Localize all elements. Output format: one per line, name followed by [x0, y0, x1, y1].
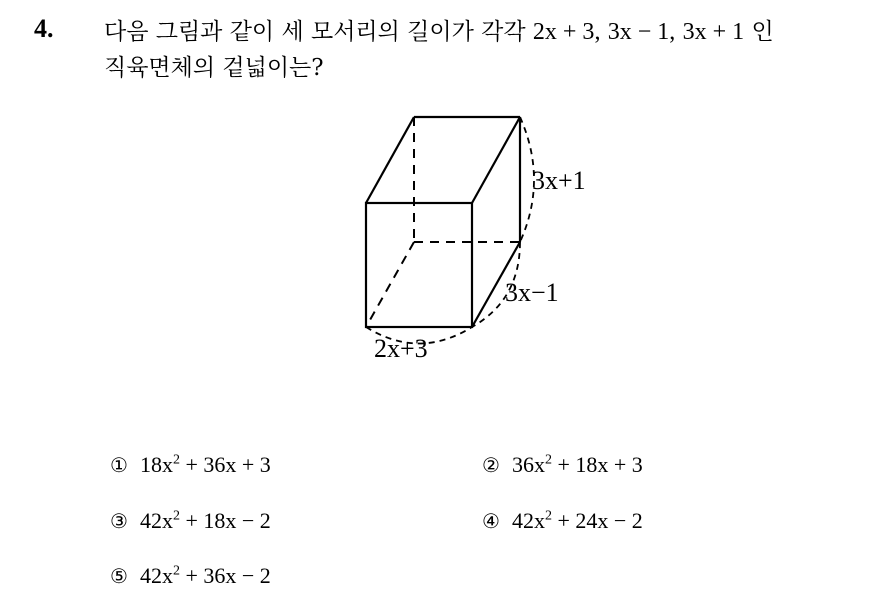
exponent: 2: [172, 563, 180, 579]
exponent: 2: [544, 452, 552, 468]
choice-rest: + 18x − 2: [179, 508, 271, 533]
edge-length-3: 3x + 1: [682, 19, 745, 45]
comma: ,: [669, 19, 676, 45]
choice-mark: ②: [482, 453, 500, 477]
cuboid-edge: [472, 117, 520, 203]
dimension-arcs: [366, 117, 534, 344]
choice-rest: + 36x − 2: [179, 563, 271, 588]
cuboid-edge: [366, 117, 414, 203]
edge-length-1: 2x + 3: [532, 19, 595, 45]
cuboid-hidden-edges: [366, 117, 520, 327]
question-suffix: 인: [751, 19, 774, 45]
choice-4[interactable]: [482, 508, 643, 534]
choice-term: 42x: [139, 508, 173, 533]
choice-rest: + 18x + 3: [551, 452, 643, 477]
label-width: 2x+3: [374, 334, 428, 363]
choice-term: 36x: [511, 452, 545, 477]
edge-length-2: 3x − 1: [607, 19, 670, 45]
choice-mark: ①: [110, 453, 128, 477]
choice-2[interactable]: [482, 452, 643, 478]
exponent: 2: [172, 452, 180, 468]
choice-term: 42x: [511, 508, 545, 533]
cuboid-hidden-edge: [366, 242, 414, 327]
choice-term: 18x: [139, 452, 173, 477]
choice-mark: ④: [482, 509, 500, 533]
exponent: 2: [172, 508, 180, 524]
exponent: 2: [544, 508, 552, 524]
comma: ,: [594, 19, 601, 45]
label-depth: 3x−1: [505, 278, 559, 307]
question-line-1: [104, 14, 874, 50]
cuboid-front-face: [366, 203, 472, 327]
choice-rest: + 36x + 3: [179, 452, 271, 477]
question-text: [104, 14, 874, 86]
question-number: 4.: [34, 14, 54, 43]
choice-mark: ⑤: [110, 564, 128, 588]
choice-1[interactable]: [110, 452, 271, 478]
cuboid-solid-edges: [366, 117, 520, 327]
choice-term: 42x: [139, 563, 173, 588]
label-height: 3x+1: [532, 166, 586, 195]
choice-rest: + 24x − 2: [551, 508, 643, 533]
choice-5[interactable]: [110, 563, 271, 589]
question-line-2: 직육면체의 겉넓이는?: [104, 55, 324, 81]
cuboid-figure: [350, 105, 620, 385]
question-prefix: 다음 그림과 같이 세 모서리의 길이가 각각: [104, 19, 526, 45]
choice-3[interactable]: [110, 508, 271, 534]
choice-mark: ③: [110, 509, 128, 533]
